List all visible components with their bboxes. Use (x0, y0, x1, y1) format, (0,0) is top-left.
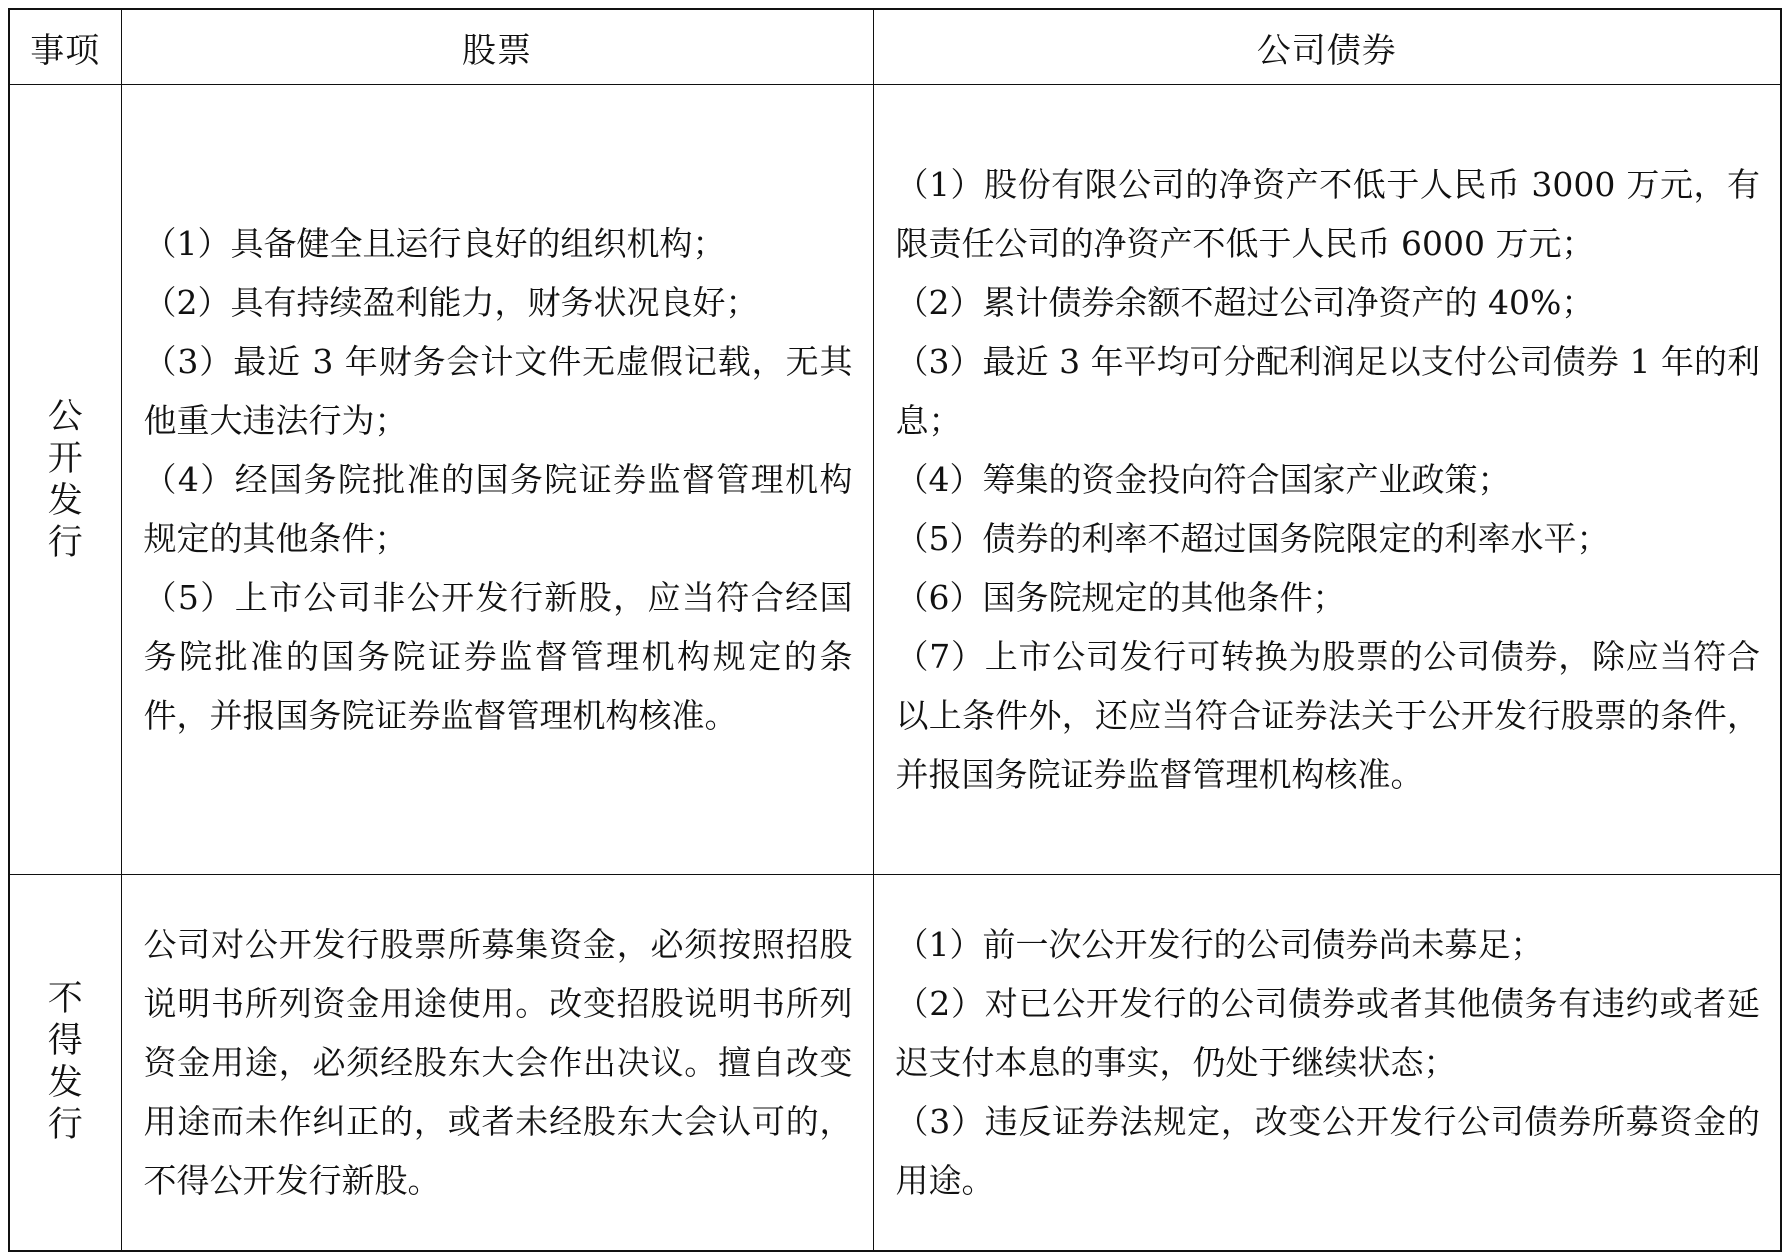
header-item: 事项 (9, 9, 121, 85)
bond-conditions-cell (873, 85, 1781, 875)
stock-condition-3: （3）最近 3 年财务会计文件无虚假记载，无其他重大违法行为； (143, 342, 853, 440)
bond-condition-6: （6）国务院规定的其他条件； (895, 578, 1346, 617)
bond-condition-1: （1）股份有限公司的净资产不低于人民币 3000 万元，有限责任公司的净资产不低于人民币 6000 万元； (895, 165, 1760, 263)
bond-condition-5: （5）债券的利率不超过国务院限定的利率水平； (895, 519, 1610, 558)
row-label-cell (9, 85, 121, 875)
row-public-issuance (9, 85, 1781, 875)
bond-condition-4: （4）筹集的资金投向符合国家产业政策； (895, 460, 1511, 499)
bond-prohibition-2: （2）对已公开发行的公司债券或者其他债务有违约或者延迟支付本息的事实，仍处于继续状态； (895, 983, 1760, 1082)
row-label-public-issuance: 公开发行 (47, 396, 83, 563)
row-label-cell (9, 875, 121, 1251)
header-stock: 股票 (121, 9, 873, 85)
comparison-table (8, 8, 1782, 1252)
header-row (9, 9, 1781, 85)
row-prohibited-issuance (9, 875, 1781, 1251)
bond-condition-3: （3）最近 3 年平均可分配利润足以支付公司债券 1 年的利息； (895, 342, 1760, 440)
stock-condition-5: （5）上市公司非公开发行新股，应当符合经国务院批准的国务院证券监督管理机构规定的条件，并报国务院证券监督管理机构核准。 (143, 578, 853, 735)
header-bond: 公司债券 (873, 9, 1781, 85)
bond-prohibition-3: （3）违反证券法规定，改变公开发行公司债券所募资金的用途。 (895, 1101, 1760, 1200)
stock-condition-2: （2）具有持续盈利能力，财务状况良好； (143, 283, 759, 322)
bond-prohibition-1: （1）前一次公开发行的公司债券尚未募足； (895, 924, 1544, 964)
bond-prohibition-cell (873, 875, 1781, 1251)
stock-condition-4: （4）经国务院批准的国务院证券监督管理机构规定的其他条件； (143, 460, 853, 558)
bond-condition-7: （7）上市公司发行可转换为股票的公司债券，除应当符合以上条件外，还应当符合证券法关于公开发行股票的条件，并报国务院证券监督管理机构核准。 (895, 637, 1760, 794)
row-label-prohibited-issuance: 不得发行 (47, 979, 83, 1146)
stock-condition-1: （1）具备健全且运行良好的组织机构； (143, 224, 726, 263)
stock-conditions-cell (121, 85, 873, 875)
bond-condition-2: （2）累计债券余额不超过公司净资产的 40%； (895, 283, 1595, 322)
stock-prohibition-text: 公司对公开发行股票所募集资金，必须按照招股说明书所列资金用途使用。改变招股说明书所列资金用途，必须经股东大会作出决议。擅自改变用途而未作纠正的，或者未经股东大会认可的，不得公开发行新股。 (143, 924, 853, 1200)
stock-prohibition-cell (121, 875, 873, 1251)
